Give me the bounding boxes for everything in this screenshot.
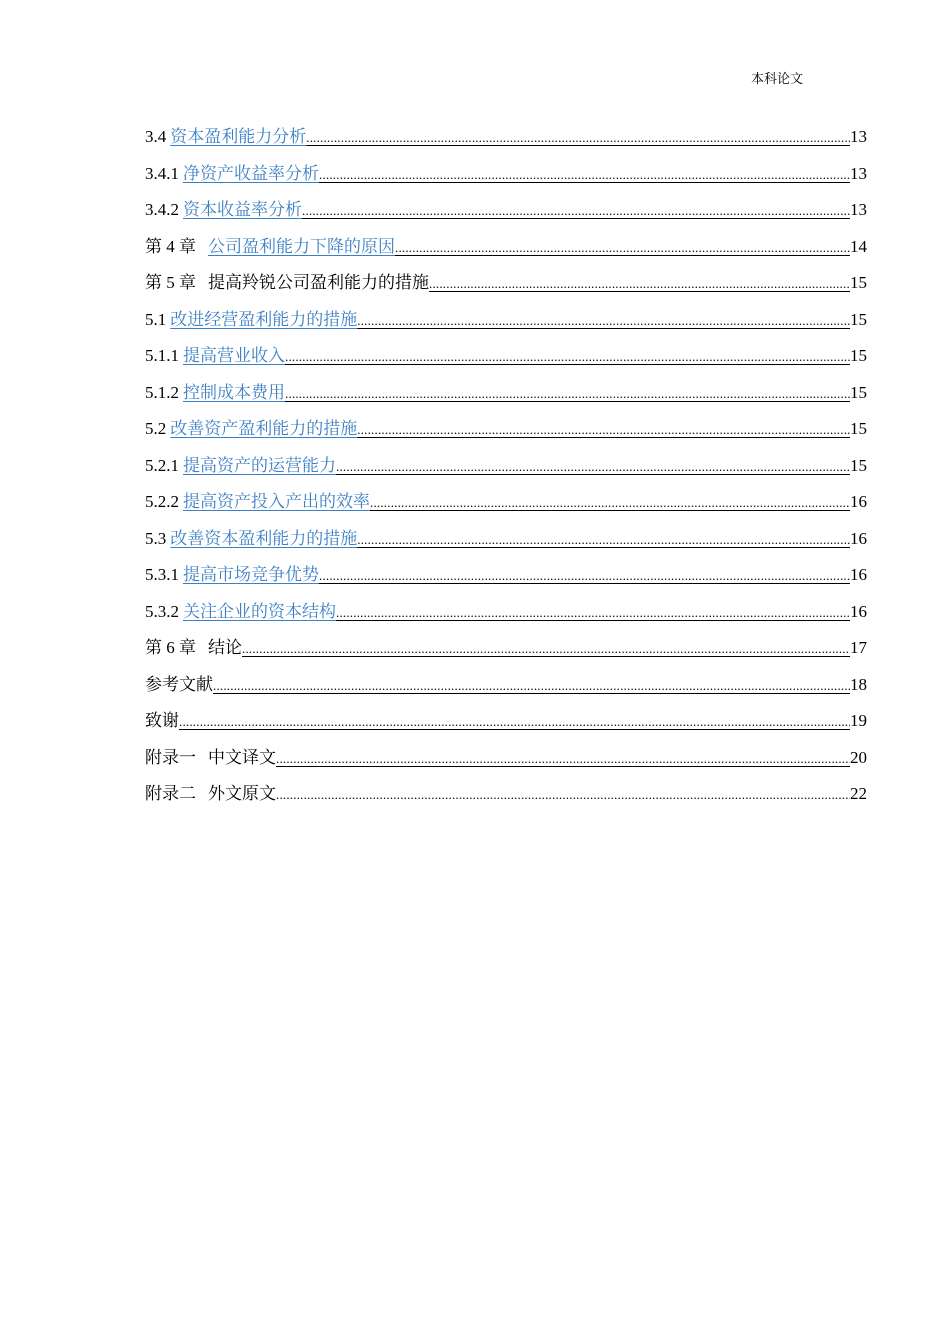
- toc-entry[interactable]: [145, 160, 867, 197]
- toc-entry-number: 5.1: [145, 309, 167, 329]
- toc-entry-page: 15: [850, 455, 867, 475]
- toc-entry[interactable]: [145, 634, 867, 671]
- toc-dot-leader: [429, 270, 850, 298]
- toc-entry-page: 15: [850, 419, 867, 438]
- toc-entry-title-link[interactable]: 提高市场竞争优势: [183, 565, 319, 584]
- toc-entry-title-link[interactable]: 公司盈利能力下降的原因: [208, 236, 395, 256]
- toc-entry-number: 5.3.2: [145, 601, 179, 621]
- toc-dot-leader: [319, 562, 850, 590]
- toc-entry-page: 15: [850, 346, 867, 365]
- toc-entry-page: 15: [850, 309, 867, 329]
- toc-entry-title-link[interactable]: 提高资产投入产出的效率: [183, 492, 370, 511]
- toc-dot-leader: [357, 307, 850, 335]
- toc-entry-number: 5.1.1: [145, 346, 179, 365]
- toc-entry-number: 5.2.2: [145, 492, 179, 511]
- toc-dot-leader: [357, 416, 850, 444]
- toc-entry-title[interactable]: 致谢: [145, 711, 179, 730]
- toc-entry-number: 3.4.2: [145, 200, 179, 219]
- toc-entry-title-link[interactable]: 提高营业收入: [183, 346, 285, 365]
- toc-entry-page: 18: [850, 674, 867, 694]
- toc-entry[interactable]: [145, 561, 867, 598]
- toc-entry-number: 5.3.1: [145, 565, 179, 584]
- toc-entry-title-link[interactable]: 改进经营盈利能力的措施: [170, 309, 358, 329]
- toc-entry[interactable]: [145, 306, 867, 343]
- toc-entry[interactable]: [145, 196, 867, 233]
- toc-entry-page: 20: [850, 747, 867, 767]
- toc-entry[interactable]: [145, 342, 867, 379]
- toc-entry[interactable]: [145, 525, 867, 562]
- toc-dot-leader: [285, 343, 850, 371]
- toc-entry[interactable]: [145, 415, 867, 452]
- toc-entry-number: 5.2.1: [145, 455, 179, 475]
- toc-entry[interactable]: [145, 123, 867, 160]
- toc-entry-page: 16: [850, 565, 867, 584]
- toc-dot-leader: [395, 234, 850, 262]
- toc-entry-number: 附录一: [145, 747, 196, 767]
- toc-entry-page: 16: [850, 528, 867, 548]
- toc-entry-title-link[interactable]: 提高资产的运营能力: [183, 455, 336, 475]
- toc-entry-page: 19: [850, 711, 867, 730]
- toc-entry-title-link[interactable]: 控制成本费用: [183, 382, 285, 402]
- toc-entry[interactable]: [145, 452, 867, 489]
- toc-entry[interactable]: [145, 744, 867, 781]
- toc-dot-leader: [276, 781, 850, 809]
- toc-entry-number: 第 4 章: [145, 236, 196, 256]
- toc-entry-number: 5.2: [145, 419, 167, 438]
- toc-entry-page: 22: [850, 784, 867, 803]
- toc-entry-number: 第 5 章: [145, 273, 196, 292]
- table-of-contents: [145, 123, 867, 817]
- toc-entry-page: 15: [850, 382, 867, 402]
- toc-dot-leader: [179, 708, 850, 736]
- toc-dot-leader: [242, 635, 850, 663]
- toc-entry-title-link[interactable]: 净资产收益率分析: [183, 163, 319, 183]
- toc-entry[interactable]: [145, 780, 867, 817]
- toc-entry-number: 第 6 章: [145, 638, 196, 657]
- toc-entry-number: 3.4.1: [145, 163, 179, 183]
- toc-dot-leader: [336, 453, 850, 481]
- page-header-label: 本科论文: [751, 71, 804, 86]
- toc-entry-number: 5.1.2: [145, 382, 179, 402]
- toc-entry-number: 附录二: [145, 784, 196, 803]
- toc-entry-title[interactable]: 结论: [208, 638, 242, 657]
- toc-dot-leader: [213, 672, 850, 700]
- toc-entry-title-link[interactable]: 改善资本盈利能力的措施: [170, 528, 358, 548]
- toc-dot-leader: [276, 745, 850, 773]
- toc-entry-page: 13: [850, 127, 867, 146]
- toc-dot-leader: [336, 599, 850, 627]
- toc-entry-title[interactable]: 提高羚锐公司盈利能力的措施: [208, 273, 429, 292]
- toc-entry-page: 13: [850, 163, 867, 183]
- toc-dot-leader: [357, 526, 850, 554]
- toc-entry-number: 5.3: [145, 528, 167, 548]
- toc-entry-page: 16: [850, 601, 867, 621]
- toc-entry[interactable]: [145, 598, 867, 635]
- toc-entry-title-link[interactable]: 关注企业的资本结构: [183, 601, 336, 621]
- toc-dot-leader: [319, 161, 850, 189]
- toc-dot-leader: [306, 124, 850, 152]
- toc-entry-page: 17: [850, 638, 867, 657]
- toc-entry-page: 16: [850, 492, 867, 511]
- toc-dot-leader: [285, 380, 850, 408]
- toc-entry[interactable]: [145, 269, 867, 306]
- toc-entry-title-link[interactable]: 资本收益率分析: [183, 200, 302, 219]
- toc-entry-title-link[interactable]: 改善资产盈利能力的措施: [170, 419, 358, 438]
- toc-dot-leader: [370, 489, 850, 517]
- toc-entry-title[interactable]: 中文译文: [208, 747, 276, 767]
- toc-entry-page: 15: [850, 273, 867, 292]
- toc-entry-page: 13: [850, 200, 867, 219]
- toc-dot-leader: [302, 197, 850, 225]
- toc-entry-title-link[interactable]: 资本盈利能力分析: [170, 127, 307, 146]
- toc-entry[interactable]: [145, 488, 867, 525]
- toc-entry[interactable]: [145, 707, 867, 744]
- toc-entry-number: 3.4: [145, 127, 167, 146]
- toc-entry-title[interactable]: 参考文献: [145, 674, 213, 694]
- toc-entry-page: 14: [850, 236, 867, 256]
- toc-entry[interactable]: [145, 233, 867, 270]
- toc-entry[interactable]: [145, 671, 867, 708]
- toc-entry-title[interactable]: 外文原文: [208, 784, 276, 803]
- toc-entry[interactable]: [145, 379, 867, 416]
